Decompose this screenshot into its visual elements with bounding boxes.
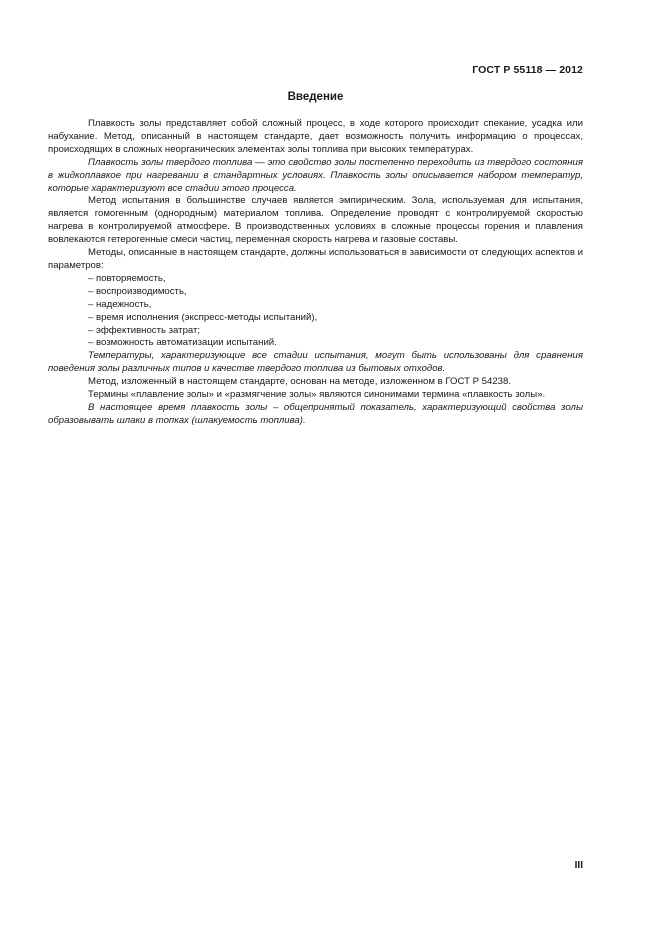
paragraph-basis: Метод, изложенный в настоящем стандарте, основан на методе, изложенном в ГОСТ Р 54238. (88, 376, 512, 388)
paragraph-definition: Плавкость золы твердого топлива — это свойство золы постепенно переходить из твердого состояния в жидкоплавкое при нагревании в стандартных условиях. Плавкость золы описывается набором температур, которые характеризуют все стадии этого процесса. (48, 156, 583, 194)
paragraph-aspects-lead: Методы, описанные в настоящем стандарте, должны использоваться в зависимости от следующих аспектов и параметров: (48, 247, 583, 271)
section-title: Введение (287, 91, 344, 103)
paragraph-method: Метод испытания в большинстве случаев является эмпирическим. Зола, используемая для испытания, является гомогенным (однородным) материалом топлива. Определение проводят с контролируемой скоростью нагрева в контролируемой атмосфере. В производственных условиях в сложные процессы горения и плавления вовлекаются гетерогенные смеси частиц, переменная скорость нагрева и газовые составы. (48, 195, 583, 246)
paragraph-terms: Термины «плавление золы» и «размягчение золы» являются синонимами термина «плавкость золы». (88, 389, 546, 401)
list-item: – повторяемость, (88, 272, 166, 284)
document-code: ГОСТ Р 55118 — 2012 (472, 64, 583, 76)
paragraph-intro: Плавкость золы представляет собой сложный процесс, в ходе которого происходит спекание, усадка или набухание. Метод, описанный в настоящем стандарте, дает возможность получить информацию о процессах, происходящих в сложных неорганических элементах золы топлива при высоких температурах. (48, 118, 583, 155)
aspects-list (48, 273, 583, 350)
page-number: III (574, 860, 583, 871)
paragraph-slagging: В настоящее время плавкость золы – общепринятый показатель, характеризующий свойства золы образовывать шлаки в топках (шлакуемость топлива). (48, 401, 583, 426)
list-item: – воспроизводимость, (88, 285, 187, 297)
document-body (48, 118, 583, 428)
list-item: – время исполнения (экспресс-методы испытаний), (88, 311, 318, 323)
list-item: – эффективность затрат; (88, 324, 201, 336)
list-item: – возможность автоматизации испытаний. (88, 337, 277, 349)
list-item: – надежность, (88, 298, 152, 310)
paragraph-temperatures: Температуры, характеризующие все стадии испытания, могут быть использованы для сравнения поведения золы различных типов и качестве твердого топлива из бытовых отходов. (48, 350, 583, 375)
